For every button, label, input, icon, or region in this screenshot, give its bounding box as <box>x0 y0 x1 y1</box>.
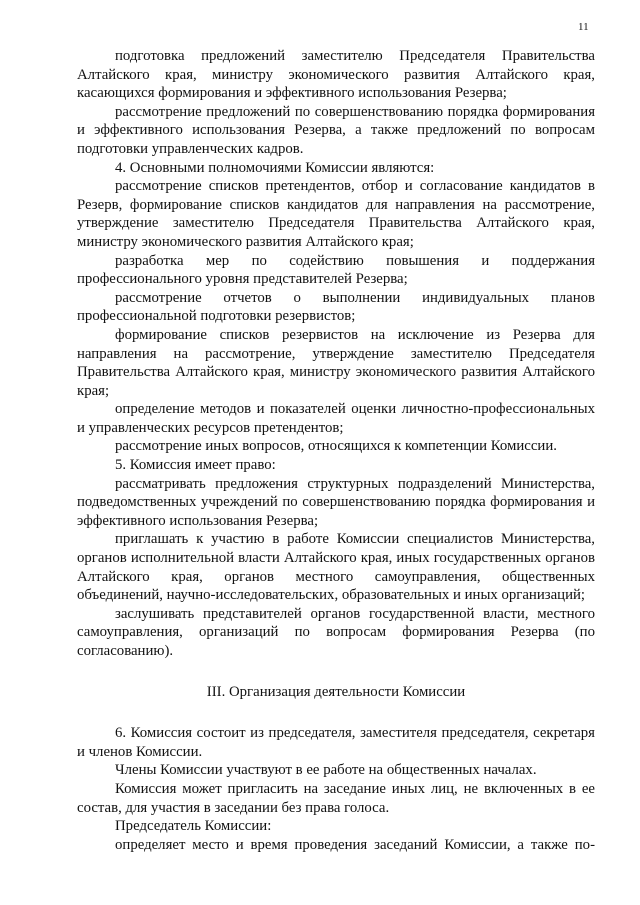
paragraph: заслушивать представителей органов государственной власти, местного самоуправления, организаций по вопросам формирования Резерва (по согласованию). <box>77 605 595 659</box>
paragraph: разработка мер по содействию повышения и поддержания профессионального уровня представителей Резерва; <box>77 252 595 288</box>
paragraph: рассмотрение отчетов о выполнении индивидуальных планов профессиональной подготовки резервистов; <box>77 289 595 325</box>
paragraph: рассмотрение списков претендентов, отбор и согласование кандидатов в Резерв, формирование списков кандидатов для направления на рассмотрение, утверждение заместителю Председателя Правительства Алтайского края, министру экономического развития Алтайского края; <box>77 178 595 250</box>
paragraph: 4. Основными полномочиями Комиссии являются: <box>115 159 435 176</box>
paragraph: рассмотрение иных вопросов, относящихся к компетенции Комиссии. <box>115 438 557 455</box>
paragraph: 6. Комиссия состоит из председателя, заместителя председателя, секретаря и членов Комиссии. <box>77 725 595 760</box>
page-number: 11 <box>578 21 589 33</box>
document-body <box>77 47 595 854</box>
paragraph: рассмотрение предложений по совершенствованию порядка формирования и эффективного использования Резерва, а также предложений по вопросам подготовки управленческих кадров. <box>77 103 595 157</box>
paragraph: формирование списков резервистов на исключение из Резерва для направления на рассмотрение, утверждение заместителю Председателя Правительства Алтайского края, министру экономического развития Алтайского края; <box>77 326 595 399</box>
paragraph: 5. Комиссия имеет право: <box>115 457 276 474</box>
paragraph: рассматривать предложения структурных подразделений Министерства, подведомственных учреждений по совершенствованию порядка формирования и эффективного использования Резерва; <box>77 475 595 529</box>
paragraph: Члены Комиссии участвуют в ее работе на общественных началах. <box>115 762 537 779</box>
paragraph: определение методов и показателей оценки личностно-профессиональных и управленческих ресурсов претендентов; <box>77 401 595 436</box>
paragraph: Председатель Комиссии: <box>115 818 272 835</box>
paragraph: подготовка предложений заместителю Председателя Правительства Алтайского края, министру экономического развития Алтайского края, касающихся формирования и эффективного использования Резерва; <box>77 48 595 102</box>
section-heading: III. Организация деятельности Комиссии <box>206 683 466 700</box>
paragraph: определяет место и время проведения заседаний Комиссии, а также по- <box>115 836 595 853</box>
paragraph: Комиссия может пригласить на заседание иных лиц, не включенных в ее состав, для участия в заседании без права голоса. <box>77 780 595 816</box>
paragraph: приглашать к участию в работе Комиссии специалистов Министерства, органов исполнительной власти Алтайского края, иных государственных органов Алтайского края, органов местного самоуправления, общественных объединений, научно-исследовательских, образовательных и иных организаций; <box>77 531 595 604</box>
